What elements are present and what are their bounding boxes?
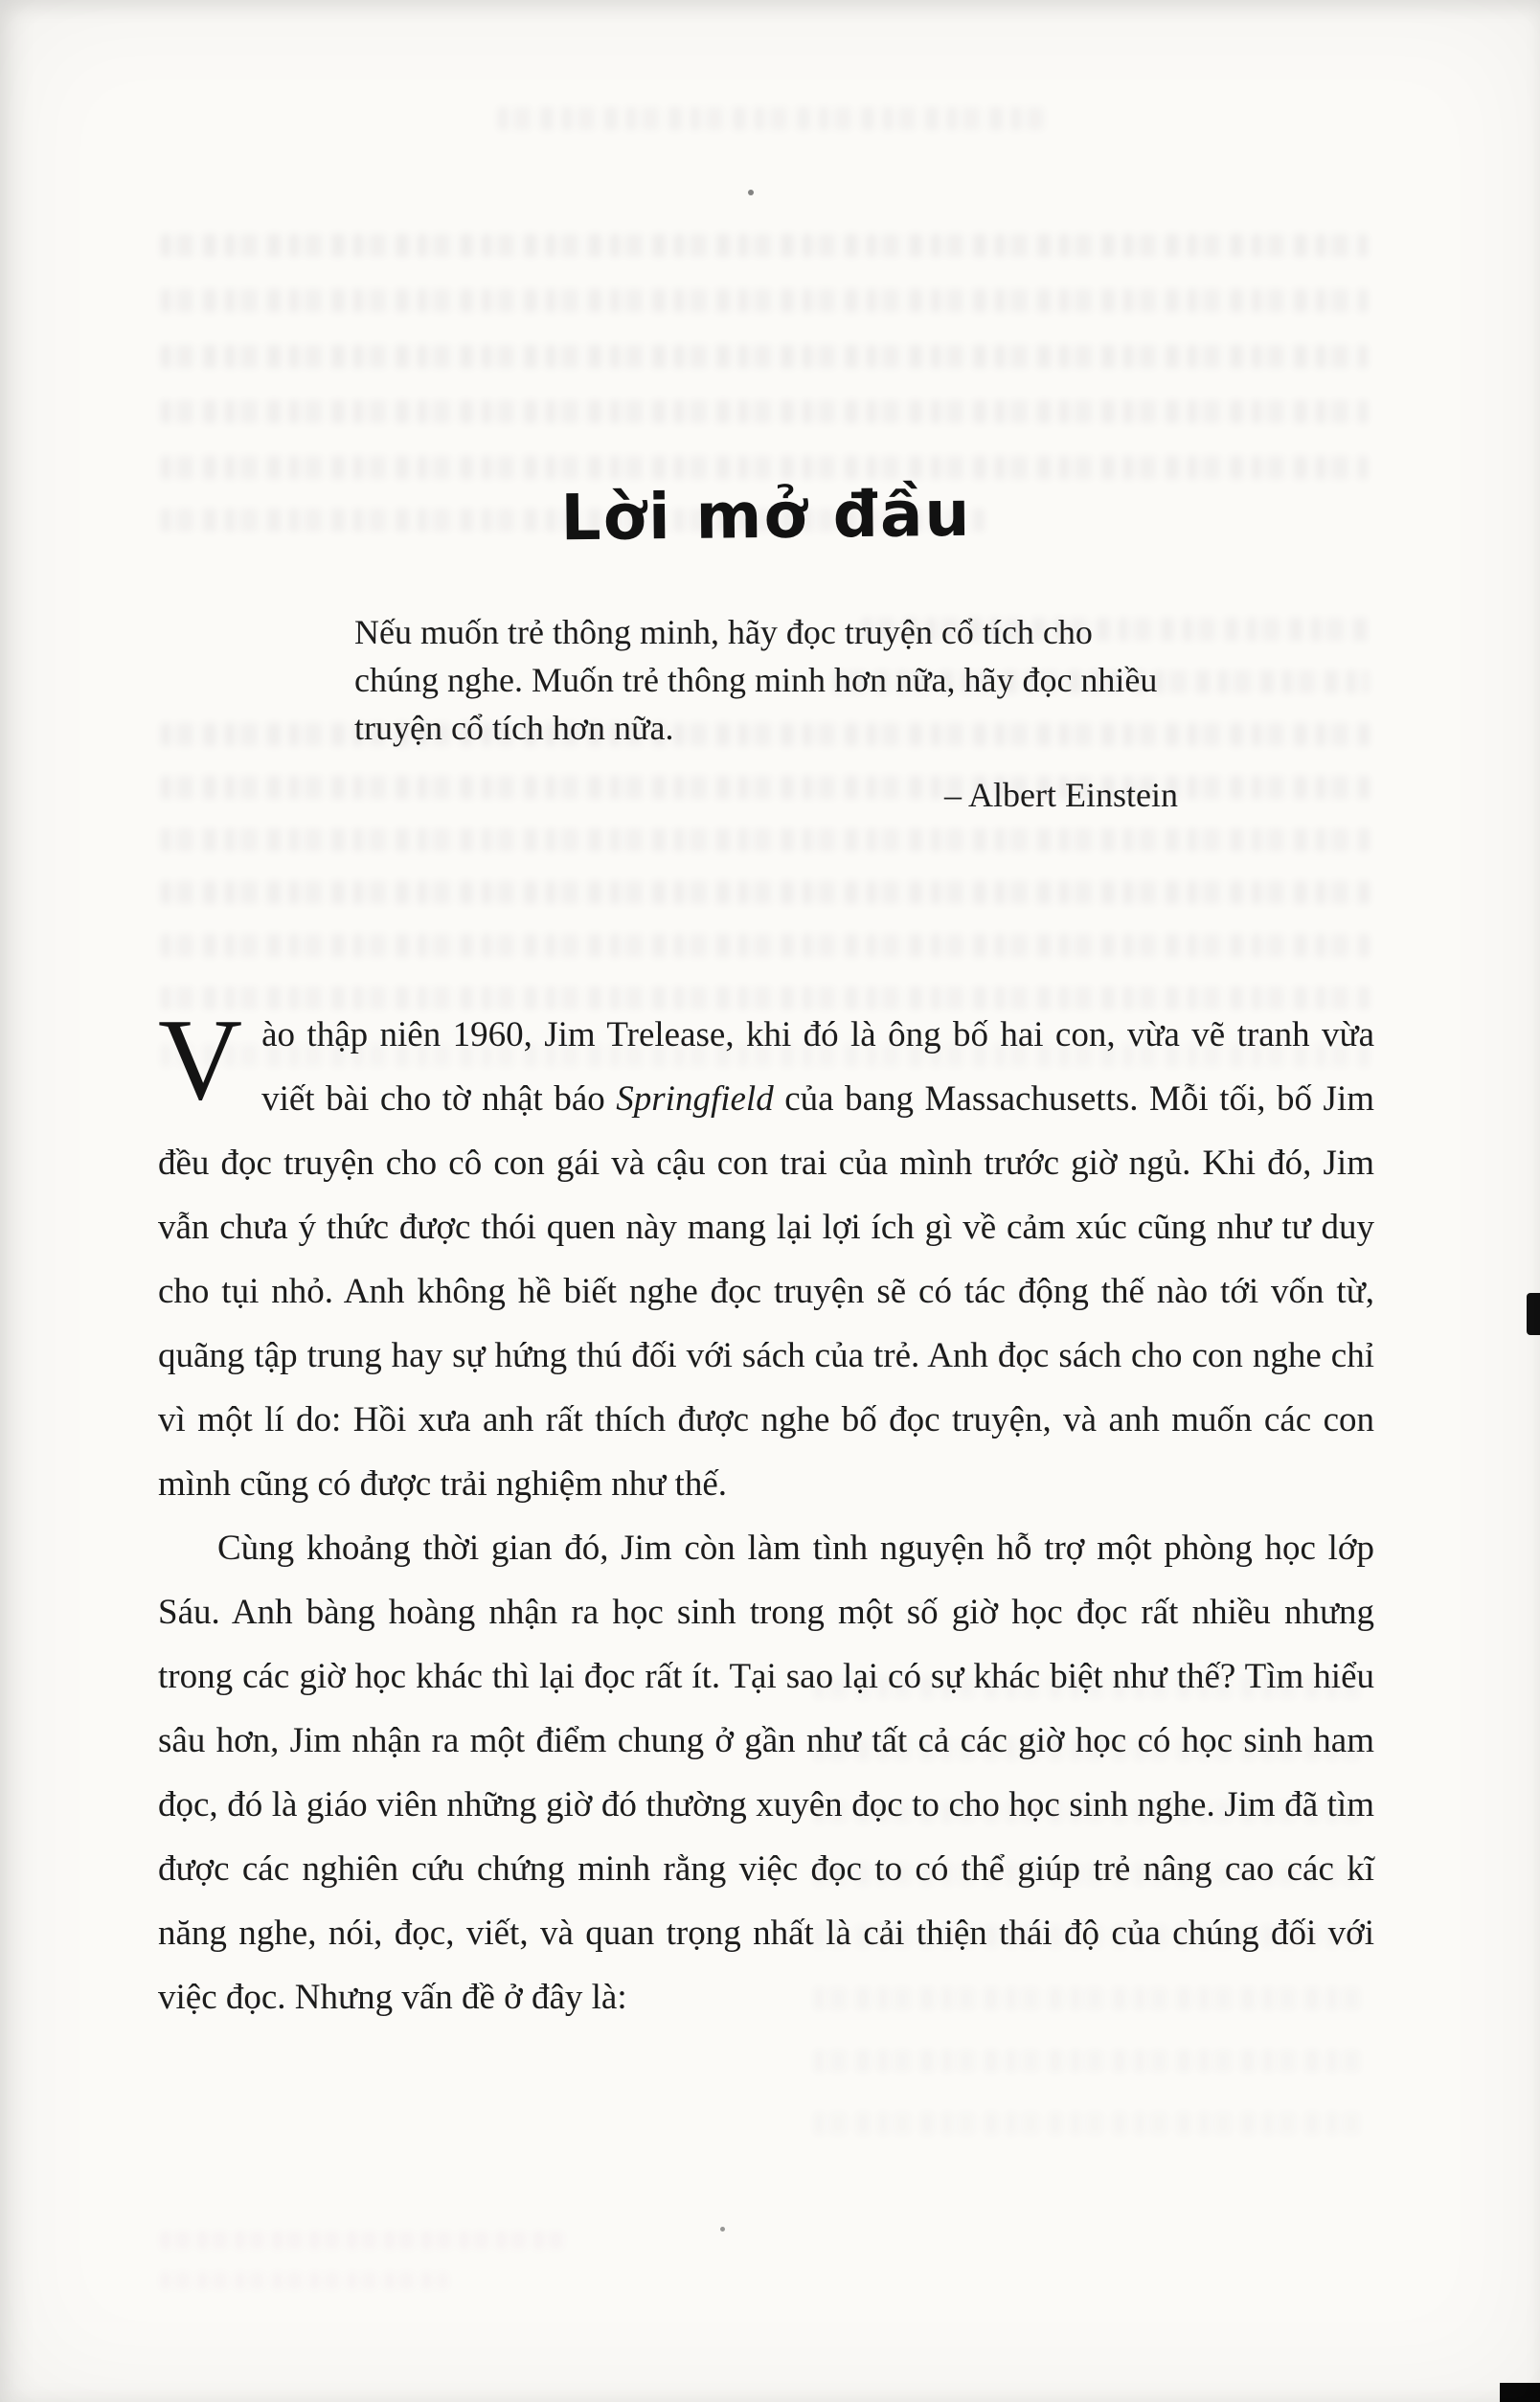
page-title: Lời mở đầu <box>560 476 972 555</box>
bleedthrough-ghost-line <box>161 345 1368 368</box>
epigraph-text: Nếu muốn trẻ thông minh, hãy đọc truyện cổ tích cho chúng nghe. Muốn trẻ thông minh hơn nữa, hãy đọc nhiều truyện cổ tích hơn nữa. <box>354 613 1158 747</box>
page-corner-mark <box>1500 2383 1540 2402</box>
bleedthrough-ghost-line <box>161 400 1368 423</box>
bleedthrough-ghost-line <box>814 2050 1370 2073</box>
paragraph-1-lead: ào thập niên 1960, Jim Trelease, khi đó là ông bố hai con, vừa vẽ tranh vừa viết bài cho tờ nhật báo <box>261 1015 1374 1119</box>
drop-cap: V <box>158 995 243 1124</box>
bleedthrough-ghost-line <box>161 234 1368 257</box>
scan-speck <box>748 190 754 195</box>
paragraph-1-italic-word: Springfield <box>616 1079 774 1119</box>
paragraph-2: Cùng khoảng thời gian đó, Jim còn làm tình nguyện hỗ trợ một phòng học lớp Sáu. Anh bàng hoàng nhận ra học sinh trong một số giờ học đọc rất nhiều nhưng trong các giờ học khác thì lại đọc rất ít. Tại sao lại có sự khác biệt như thế? Tìm hiểu sâu hơn, Jim nhận ra một điểm chung ở gần như tất cả các giờ học có học sinh ham đọc, đó là giáo viên những giờ đó thường xuyên đọc to cho học sinh nghe. Jim đã tìm được các nghiên cứu chứng minh rằng việc đọc to có thể giúp trẻ nâng cao các kĩ năng nghe, nói, đọc, viết, và quan trọng nhất là cải thiện thái độ của chúng đối với việc đọc. Nhưng vấn đề ở đây là: <box>158 1529 1374 2017</box>
bleedthrough-ghost-line <box>161 2272 448 2289</box>
epigraph-attribution: – Albert Einstein <box>944 776 1178 814</box>
bleedthrough-ghost-line <box>161 2232 563 2249</box>
paragraph-1-rest: của bang Massachusetts. Mỗi tối, bố Jim đều đọc truyện cho cô con gái và cậu con trai của mình trước giờ ngủ. Khi đó, Jim vẫn chưa ý thức được thói quen này mang lại lợi ích gì về cảm xúc cũng như tư duy cho tụi nhỏ. Anh không hề biết nghe đọc truyện sẽ có tác động thế nào tới vốn từ, quãng tập trung hay sự hứng thú đối với sách của trẻ. Anh đọc sách cho con nghe chỉ vì một lí do: Hồi xưa anh rất thích được nghe bố đọc truyện, và anh muốn các con mình cũng có được trải nghiệm như thế. <box>158 1079 1375 1504</box>
paragraph-1 <box>158 995 1375 1516</box>
body-text <box>158 995 1375 2029</box>
bleedthrough-ghost-line <box>161 289 1368 312</box>
page-content <box>158 476 1375 2029</box>
page-edge-mark <box>1527 1293 1540 1335</box>
bleedthrough-ghost-line <box>814 2112 1370 2135</box>
bleedthrough-ghost-line <box>498 107 1044 130</box>
scan-speck <box>720 2227 725 2232</box>
